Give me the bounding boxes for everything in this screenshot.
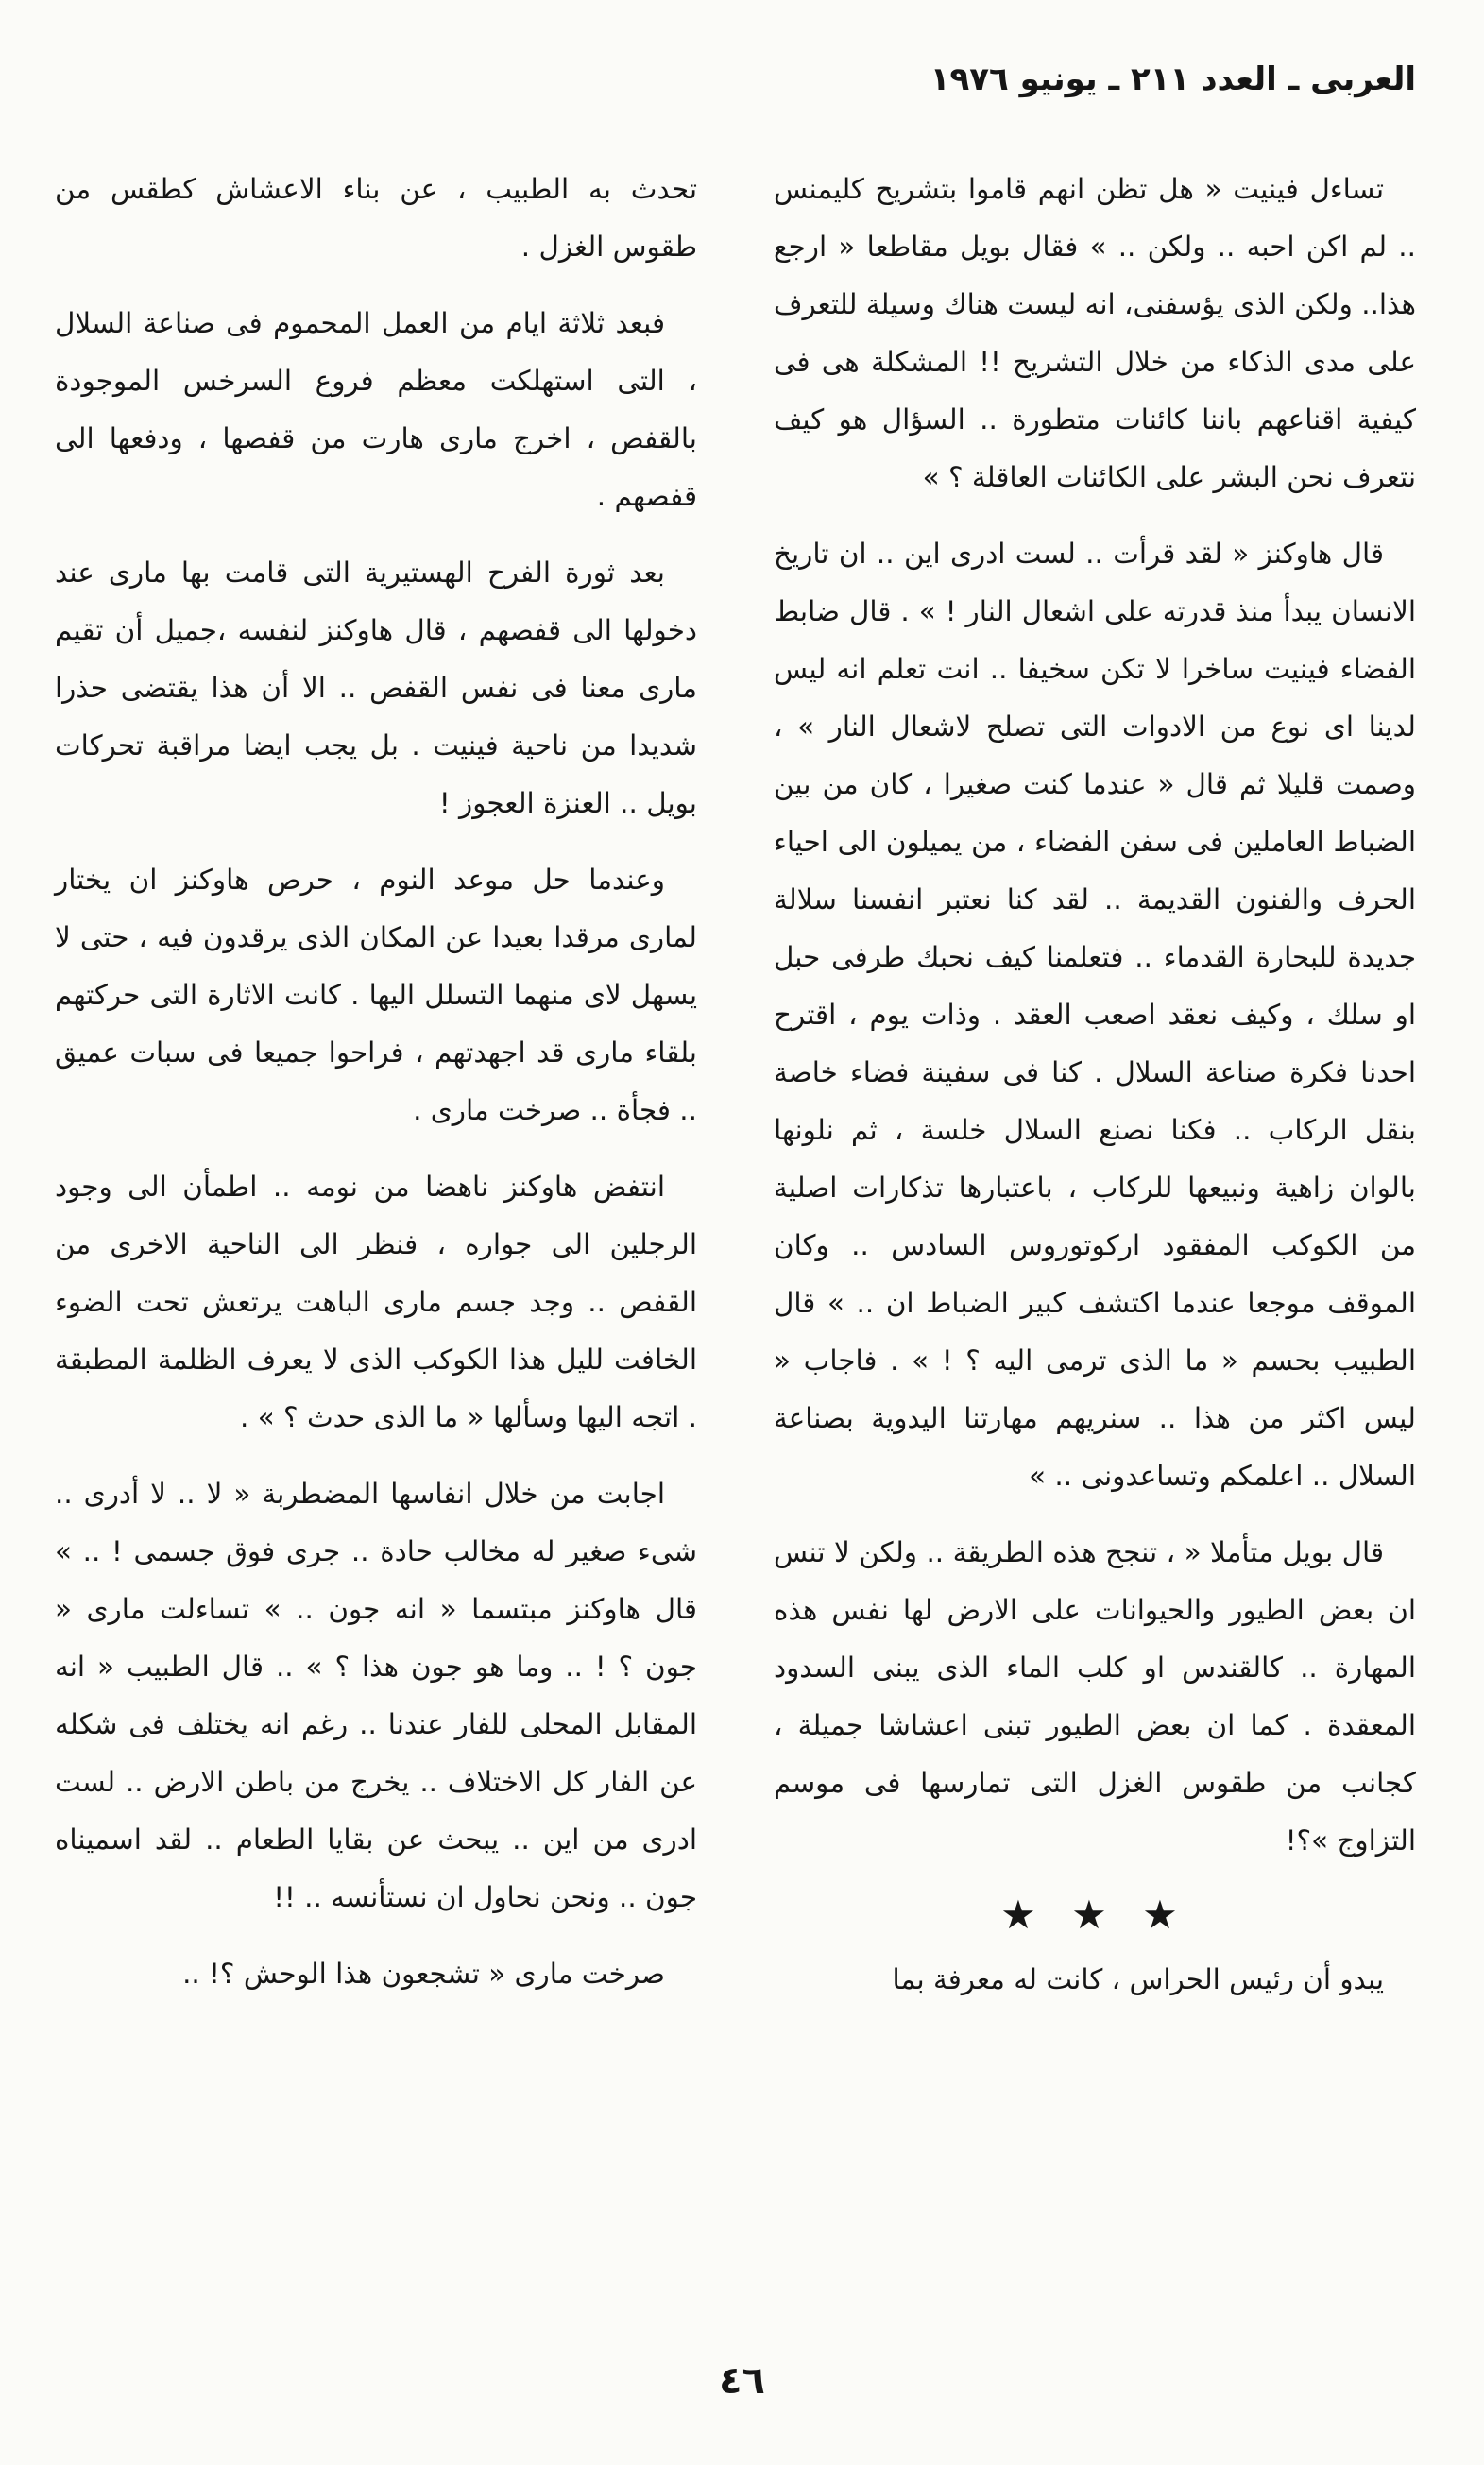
running-header: العربى ـ العدد ٢١١ ـ يونيو ١٩٧٦ [930, 60, 1416, 98]
left-article-column [55, 161, 697, 2022]
article-paragraph: انتفض هاوكنز ناهضا من نومه .. اطمأن الى وجود الرجلين الى جواره ، فنظر الى الناحية الاخرى من القفص .. وجد جسم مارى الباهت يرتعش تحت الضوء الخافت لليل هذا الكوكب الذى لا يعرف الظلمة المطبقة . اتجه اليها وسألها « ما الذى حدث ؟ » . [55, 1171, 697, 1433]
article-paragraph: صرخت مارى « تشجعون هذا الوحش ؟! .. [182, 1958, 665, 1990]
article-paragraph: اجابت من خلال انفاسها المضطربة « لا .. لا أدرى .. شىء صغير له مخالب حادة .. جرى فوق جسمى ! .. » قال هاوكنز مبتسما « انه جون .. » تساءلت مارى « جون ؟ ! .. وما هو جون هذا ؟ » .. قال الطبيب « انه المقابل المحلى للفار عندنا .. رغم انه يختلف فى شكله عن الفار كل الاختلاف .. يخرج من باطن الارض .. لست ادرى من اين .. يبحث عن بقايا الطعام .. لقد اسميناه جون .. ونحن نحاول ان نستأنسه .. !! [55, 1478, 697, 1913]
article-paragraph: فبعد ثلاثة ايام من العمل المحموم فى صناعة السلال ، التى استهلكت معظم فروع السرخس الموجودة بالقفص ، اخرج مارى هارت من قفصها ، ودفعها الى قفصهم . [55, 307, 697, 512]
article-paragraph: تساءل فينيت « هل تظن انهم قاموا بتشريح كليمنس .. لم اكن احبه .. ولكن .. » فقال بويل مقاطعا « ارجع هذا.. ولكن الذى يؤسفنى، انه ليست هناك وسيلة للتعرف على مدى الذكاء من خلال التشريح !! المشكلة هى فى كيفية اقناعهم باننا كائنات متطورة .. السؤال هو كيف نتعرف نحن البشر على الكائنات العاقلة ؟ » [774, 173, 1416, 493]
section-separator-stars: ★ ★ ★ [1000, 1892, 1189, 1938]
article-paragraph: وعندما حل موعد النوم ، حرص هاوكنز ان يختار لمارى مرقدا بعيدا عن المكان الذى يرقدون فيه ، حتى لا يسهل لاى منهما التسلل اليها . كانت الاثارة التى حركتهم بلقاء مارى قد اجهدتهم ، فراحوا جميعا فى سبات عميق .. فجأة .. صرخت مارى . [55, 864, 697, 1126]
article-paragraph: قال هاوكنز « لقد قرأت .. لست ادرى اين .. ان تاريخ الانسان يبدأ منذ قدرته على اشعال النار ! » . قال ضابط الفضاء فينيت ساخرا لا تكن سخيفا .. انت تعلم انه ليس لدينا اى نوع من الادوات التى تصلح لاشعال النار » ، وصمت قليلا ثم قال « عندما كنت صغيرا ، كان من بين الضباط العاملين فى سفن الفضاء ، من يميلون الى احياء الحرف والفنون القديمة .. لقد كنا نعتبر انفسنا سلالة جديدة للبحارة القدماء .. فتعلمنا كيف نحبك طرفى حبل او سلك ، وكيف نعقد اصعب العقد . وذات يوم ، اقترح احدنا فكرة صناعة السلال . كنا فى سفينة فضاء خاصة بنقل الركاب .. فكنا نصنع السلال خلسة ، ثم نلونها بالوان زاهية ونبيعها للركاب ، باعتبارها تذكارات اصلية من الكوكب المفقود اركوتوروس السادس .. وكان الموقف موجعا عندما اكتشف كبير الضباط ان .. » قال الطبيب بحسم « ما الذى ترمى اليه ؟ ! » . فاجاب « ليس اكثر من هذا .. سنريهم مهارتنا اليدوية بصناعة السلال .. اعلمكم وتساعدونى .. » [774, 538, 1416, 1492]
article-paragraph: يبدو أن رئيس الحراس ، كانت له معرفة بما [892, 1963, 1384, 1995]
article-paragraph: قال بويل متأملا « ، تنجح هذه الطريقة .. ولكن لا تنس ان بعض الطيور والحيوانات على الارض لها نفس هذه المهارة .. كالقندس او كلب الماء الذى يبنى السدود المعقدة . كما ان بعض الطيور تبنى اعشاشا جميلة ، كجانب من طقوس الغزل التى تمارسها فى موسم التزاوج »؟! [774, 1536, 1416, 1857]
right-article-column [774, 161, 1416, 2028]
page-number: ٤٦ [719, 2359, 765, 2403]
article-paragraph: تحدث به الطبيب ، عن بناء الاعشاش كطقس من طقوس الغزل . [55, 173, 697, 263]
article-paragraph: بعد ثورة الفرح الهستيرية التى قامت بها مارى عند دخولها الى قفصهم ، قال هاوكنز لنفسه ،جميل أن تقيم مارى معنا فى نفس القفص .. الا أن هذا يقتضى حذرا شديدا من ناحية فينيت . بل يجب ايضا مراقبة تحركات بويل .. العنزة العجوز ! [55, 556, 697, 819]
